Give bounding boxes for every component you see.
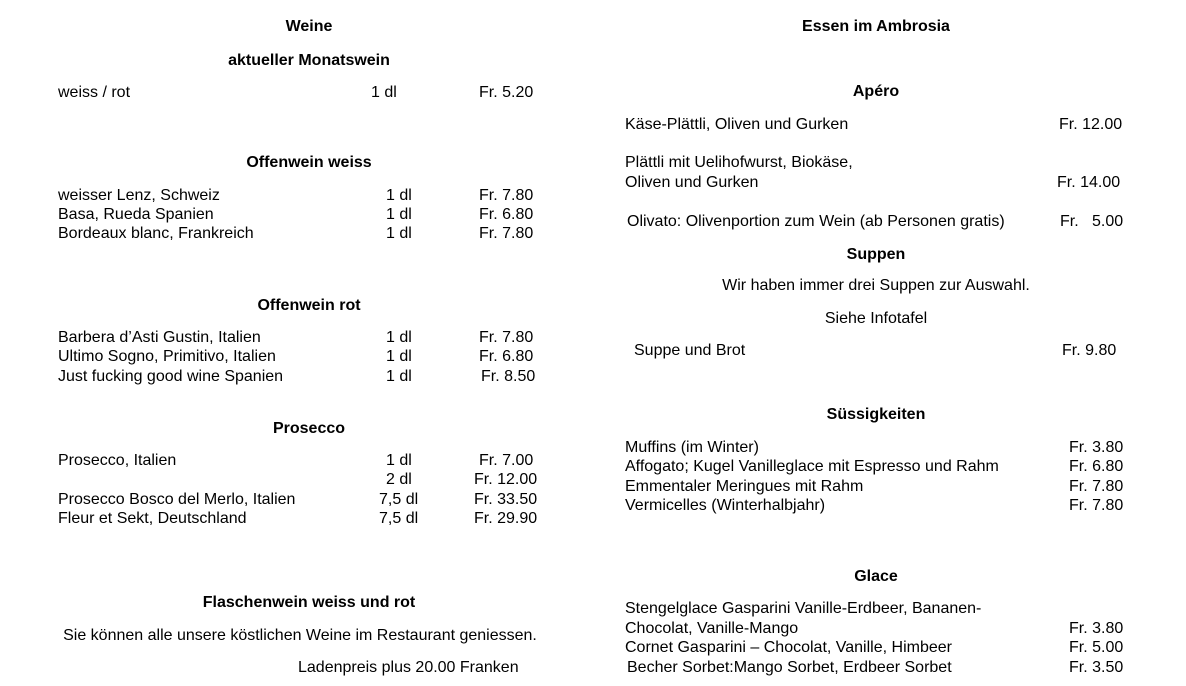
item-qty: 1 dl <box>386 206 412 223</box>
item-price: Fr. 12.00 <box>1059 116 1123 133</box>
open-red-heading: Offenwein rot <box>257 297 361 314</box>
item-price: Fr. 33.50 <box>474 491 538 508</box>
item-price: Fr. 29.90 <box>474 510 538 527</box>
ice-heading: Glace <box>854 568 898 585</box>
item-price: Fr. 5.00 <box>1060 213 1124 230</box>
item-qty: 1 dl <box>386 452 412 469</box>
open-white-heading: Offenwein weiss <box>246 154 372 171</box>
item-name: Just fucking good wine Spanien <box>58 368 284 385</box>
item-price: Fr. 7.00 <box>479 452 534 469</box>
item-price: Fr. 9.80 <box>1062 342 1117 359</box>
item-name: Plättli mit Uelihofwurst, Biokäse, <box>625 154 853 171</box>
item-price: Fr. 7.80 <box>1069 497 1124 514</box>
item-qty: 7,5 dl <box>379 491 419 508</box>
bottle-wine-note: Sie können alle unsere köstlichen Weine im Restaurant geniessen. <box>63 627 537 644</box>
item-name: Ultimo Sogno, Primitivo, Italien <box>58 348 276 365</box>
item-qty: 7,5 dl <box>379 510 419 527</box>
item-qty: 1 dl <box>386 368 412 385</box>
item-price: Fr. 7.80 <box>479 187 534 204</box>
item-price: Fr. 14.00 <box>1057 174 1121 191</box>
item-price: Fr. 3.80 <box>1069 439 1124 456</box>
wine-title: Weine <box>285 18 333 35</box>
item-name: Suppe und Brot <box>634 342 746 359</box>
item-qty: 1 dl <box>386 329 412 346</box>
item-qty: 2 dl <box>386 471 412 488</box>
item-name: Basa, Rueda Spanien <box>58 206 214 223</box>
item-price: Fr. 6.80 <box>479 348 534 365</box>
item-name: Affogato; Kugel Vanilleglace mit Espresso und Rahm <box>625 458 999 475</box>
item-name-continued: Oliven und Gurken <box>625 174 759 191</box>
monthly-wine-heading: aktueller Monatswein <box>228 52 390 69</box>
item-price: Fr. 6.80 <box>479 206 534 223</box>
item-qty: 1 dl <box>371 84 397 101</box>
item-name: Fleur et Sekt, Deutschland <box>58 510 247 527</box>
prosecco-heading: Prosecco <box>272 420 346 437</box>
item-price: Fr. 7.80 <box>479 225 534 242</box>
item-price: Fr. 7.80 <box>1069 478 1124 495</box>
shop-price-note: Ladenpreis plus 20.00 Franken <box>298 659 519 676</box>
bottle-wine-heading: Flaschenwein weiss und rot <box>202 594 416 611</box>
sweets-heading: Süssigkeiten <box>826 406 926 423</box>
item-name: Vermicelles (Winterhalbjahr) <box>625 497 826 514</box>
item-qty: 1 dl <box>386 225 412 242</box>
food-title: Essen im Ambrosia <box>802 18 950 35</box>
item-qty: 1 dl <box>386 348 412 365</box>
item-name: Käse-Plättli, Oliven und Gurken <box>625 116 849 133</box>
soups-note: Wir haben immer drei Suppen zur Auswahl. <box>722 277 1030 294</box>
item-name: Olivato: Olivenportion zum Wein (ab Personen gratis) <box>627 213 1005 230</box>
item-name: Emmentaler Meringues mit Rahm <box>625 478 864 495</box>
item-name: Cornet Gasparini – Chocolat, Vanille, Himbeer <box>625 639 952 656</box>
item-name: weisser Lenz, Schweiz <box>58 187 220 204</box>
item-price: Fr. 8.50 <box>481 368 536 385</box>
item-name: weiss / rot <box>58 84 131 101</box>
soups-heading: Suppen <box>846 246 906 263</box>
item-price: Fr. 7.80 <box>479 329 534 346</box>
item-name: Becher Sorbet:Mango Sorbet, Erdbeer Sorbet <box>627 659 952 676</box>
item-price: Fr. 5.00 <box>1069 639 1124 656</box>
item-price: Fr. 3.80 <box>1069 620 1124 637</box>
item-price: Fr. 6.80 <box>1069 458 1124 475</box>
item-qty: 1 dl <box>386 187 412 204</box>
soups-info-note: Siehe Infotafel <box>824 310 928 327</box>
item-name: Stengelglace Gasparini Vanille-Erdbeer, Bananen- <box>625 600 982 617</box>
item-price: Fr. 5.20 <box>479 84 534 101</box>
apero-heading: Apéro <box>852 83 900 100</box>
item-price: Fr. 3.50 <box>1069 659 1124 676</box>
item-name: Bordeaux blanc, Frankreich <box>58 225 254 242</box>
item-name: Prosecco Bosco del Merlo, Italien <box>58 491 296 508</box>
item-name: Barbera d’Asti Gustin, Italien <box>58 329 261 346</box>
item-price: Fr. 12.00 <box>474 471 538 488</box>
item-name-continued: Chocolat, Vanille-Mango <box>625 620 799 637</box>
item-name: Prosecco, Italien <box>58 452 177 469</box>
item-name: Muffins (im Winter) <box>625 439 759 456</box>
